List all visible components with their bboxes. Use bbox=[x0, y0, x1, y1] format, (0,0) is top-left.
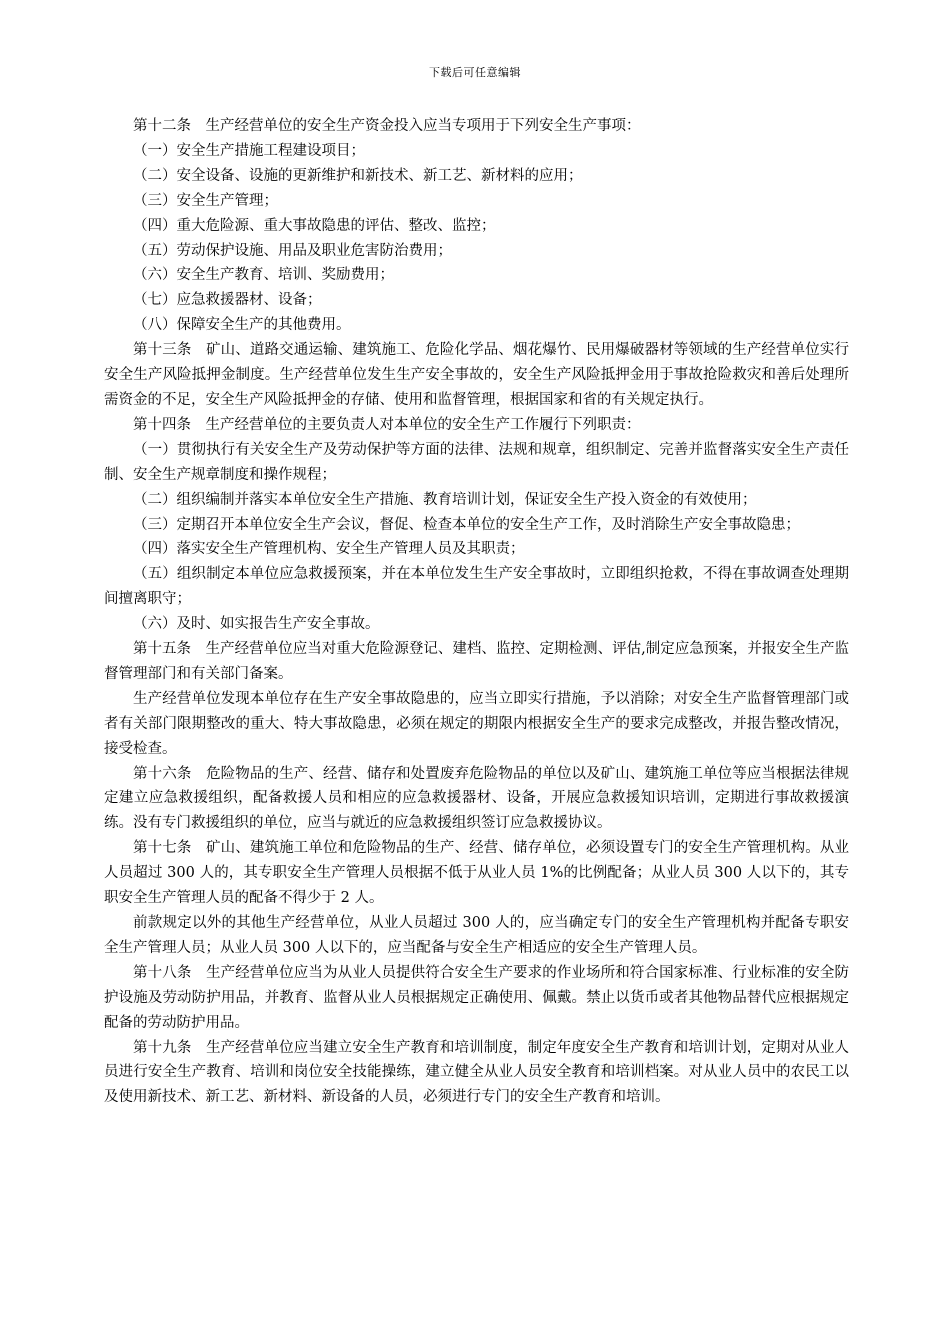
article-14-item-5: （五）组织制定本单位应急救援预案，并在本单位发生生产安全事故时，立即组织抢救，不得在事故调查处理期间擅离职守； bbox=[104, 566, 849, 608]
article-13-paragraph: 第十三条 矿山、道路交通运输、建筑施工、危险化学品、烟花爆竹、民用爆破器材等领域的生产经营单位实行安全生产风险抵押金制度。生产经营单位发生生产安全事故的，安全生产风险抵押金用于事故抢险救灾和善后处理所需资金的不足，安全生产风险抵押金的存储、使用和监督管理，根据国家和省的有关规定执行。 bbox=[104, 342, 849, 408]
article-17-paragraph: 第十七条 矿山、建筑施工单位和危险物品的生产、经营、储存单位，必须设置专门的安全生产管理机构。从业人员超过 300 人的，其专职安全生产管理人员根据不低于从业人员 1%的比例配备；从业人员 300 人以下的，其专职安全生产管理人员的配备不得少于 2 人。 bbox=[104, 840, 849, 907]
article-17-paragraph-2: 前款规定以外的其他生产经营单位，从业人员超过 300 人的，应当确定专门的安全生产管理机构并配备专职安全生产管理人员；从业人员 300 人以下的，应当配备与安全生产相适应的安全生产管理人员。 bbox=[104, 915, 849, 956]
article-14-item-6: （六）及时、如实报告生产安全事故。 bbox=[133, 616, 380, 633]
page-header: 下载后可任意编辑 bbox=[429, 66, 521, 79]
article-19-paragraph: 第十九条 生产经营单位应当建立安全生产教育和培训制度，制定年度安全生产教育和培训计划，定期对从业人员进行安全生产教育、培训和岗位安全技能操练，建立健全从业人员安全教育和培训档案。对从业人员中的农民工以及使用新技术、新工艺、新材料、新设备的人员，必须进行专门的安全生产教育和培训。 bbox=[104, 1039, 849, 1106]
article-14-item-2: （二）组织编制并落实本单位安全生产措施、教育培训计划，保证安全生产投入资金的有效使用； bbox=[133, 491, 757, 508]
article-15-paragraph-2: 生产经营单位发现本单位存在生产安全事故隐患的，应当立即实行措施，予以消除；对安全生产监督管理部门或者有关部门限期整改的重大、特大事故隐患，必须在规定的期限内根据安全生产的要求完成整改，并报告整改情况，接受检查。 bbox=[104, 690, 849, 757]
article-12-item-6: （六）安全生产教育、培训、奖励费用； bbox=[133, 267, 394, 284]
article-12-paragraph: 第十二条 生产经营单位的安全生产资金投入应当专项用于下列安全生产事项： bbox=[133, 118, 641, 134]
article-12-item-1: （一）安全生产措施工程建设项目； bbox=[133, 142, 365, 159]
article-12-item-2: （二）安全设备、设施的更新维护和新技术、新工艺、新材料的应用； bbox=[133, 167, 583, 184]
article-18-paragraph: 第十八条 生产经营单位应当为从业人员提供符合安全生产要求的作业场所和符合国家标准、行业标准的安全防护设施及劳动防护用品，并教育、监督从业人员根据规定正确使用、佩戴。禁止以货币或者其他物品替代应根据规定配备的劳动防护用品。 bbox=[104, 964, 849, 1031]
article-14-item-4: （四）落实安全生产管理机构、安全生产管理人员及其职责； bbox=[133, 541, 525, 558]
article-16-paragraph: 第十六条 危险物品的生产、经营、储存和处置废弃危险物品的单位以及矿山、建筑施工单位等应当根据法律规定建立应急救援组织，配备救援人员和相应的应急救援器材、设备，开展应急救援知识培训，定期进行事故救援演练。没有专门救援组织的单位，应当与就近的应急救援组织签订应急救援协议。 bbox=[104, 765, 849, 832]
article-12-item-8: （八）保障安全生产的其他费用。 bbox=[133, 317, 351, 334]
article-14-paragraph: 第十四条 生产经营单位的主要负责人对本单位的安全生产工作履行下列职责： bbox=[133, 416, 641, 433]
article-12-item-5: （五）劳动保护设施、用品及职业危害防治费用； bbox=[133, 242, 452, 259]
document-body bbox=[104, 114, 849, 1110]
article-14-item-3: （三）定期召开本单位安全生产会议，督促、检查本单位的安全生产工作，及时消除生产安全事故隐患； bbox=[133, 516, 800, 533]
article-12-item-3: （三）安全生产管理； bbox=[133, 192, 278, 209]
article-14-item-1: （一）贯彻执行有关安全生产及劳动保护等方面的法律、法规和规章，组织制定、完善并监督落实安全生产责任制、安全生产规章制度和操作规程； bbox=[104, 441, 849, 483]
article-12-item-4: （四）重大危险源、重大事故隐患的评估、整改、监控； bbox=[133, 217, 496, 234]
article-15-paragraph: 第十五条 生产经营单位应当对重大危险源登记、建档、监控、定期检测、评估,制定应急预案，并报安全生产监督管理部门和有关部门备案。 bbox=[104, 641, 849, 682]
article-12-item-7: （七）应急救援器材、设备； bbox=[133, 292, 322, 309]
